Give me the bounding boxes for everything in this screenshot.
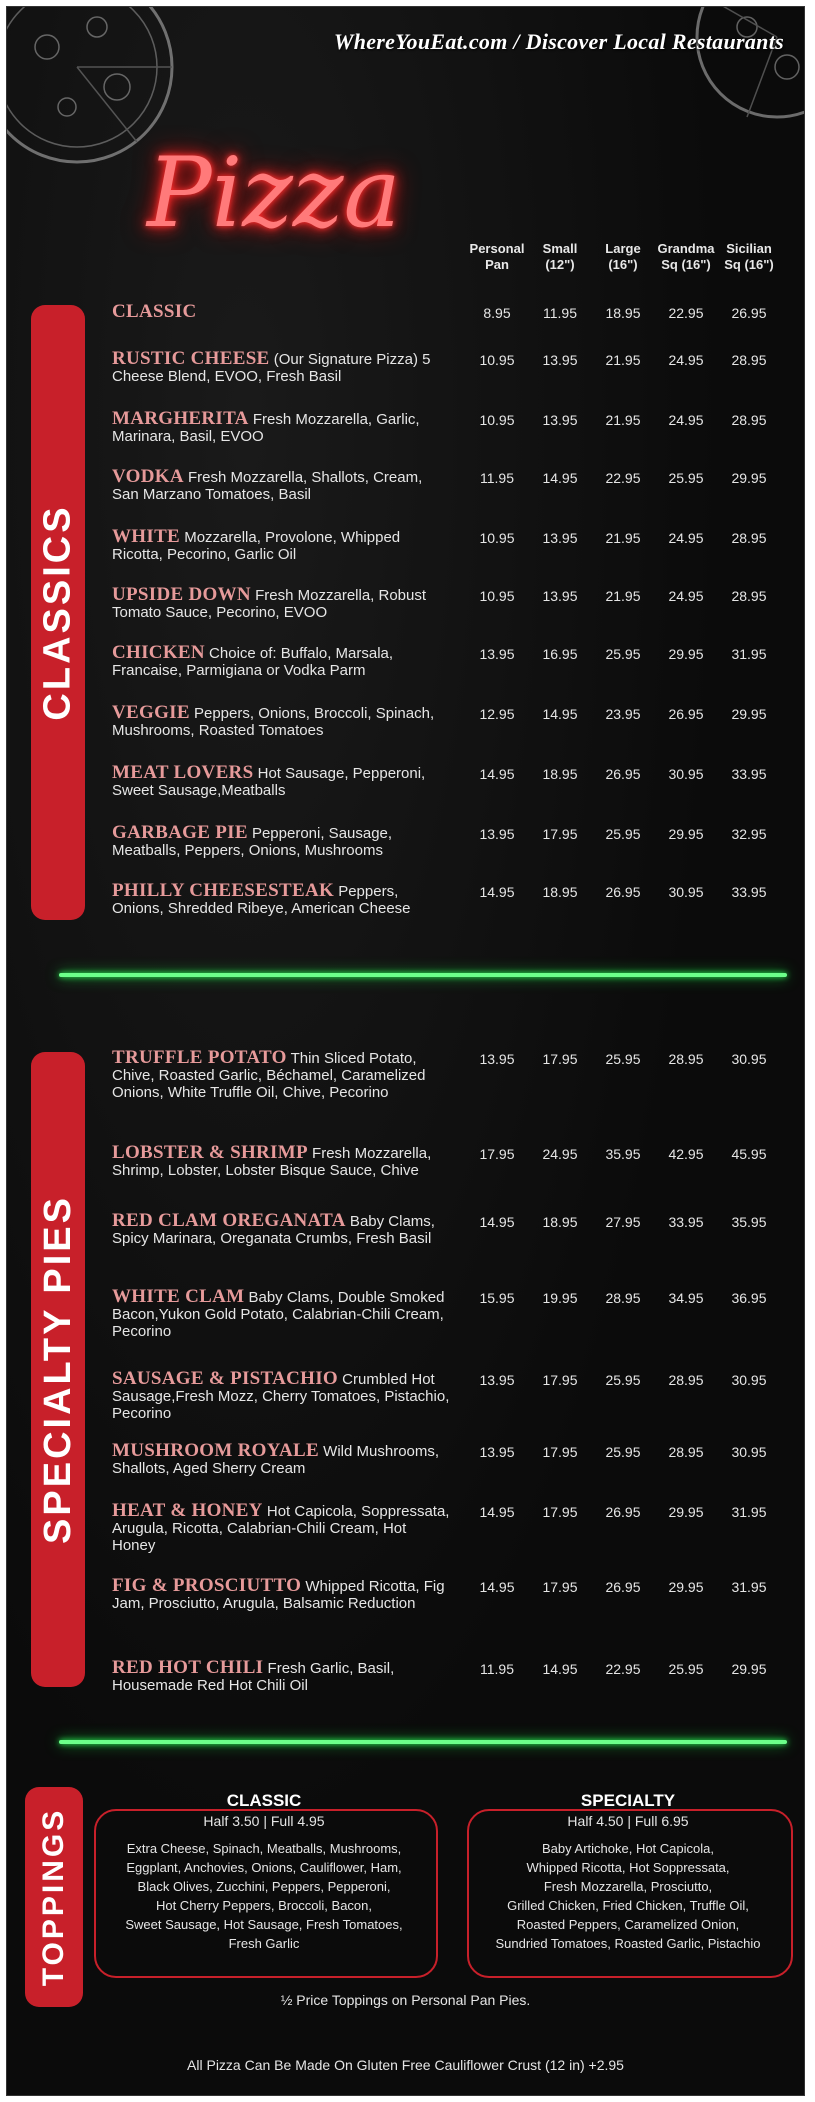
menu-item	[112, 350, 452, 385]
menu-item-price: 14.95	[479, 1579, 515, 1595]
menu-item-description: Pepperoni, Sausage, Meatballs, Peppers, Onions, Mushrooms	[112, 825, 393, 859]
menu-item-price: 30.95	[668, 884, 704, 900]
menu-item-price: 18.95	[542, 1214, 578, 1230]
price-column-header	[588, 241, 658, 273]
menu-item-name: WHITE	[112, 526, 181, 547]
menu-item-price: 17.95	[542, 1579, 578, 1595]
menu-item	[112, 410, 452, 445]
topping-line: Hot Cherry Peppers, Broccoli, Bacon,	[155, 1898, 373, 1913]
classic-toppings-price: Half 3.50 | Full 4.95	[203, 1813, 325, 1829]
menu-item-price: 21.95	[605, 352, 641, 368]
menu-item-price: 13.95	[542, 412, 578, 428]
menu-item-name: HEAT & HONEY	[112, 1500, 263, 1521]
column-header-line: Sq (16")	[724, 257, 774, 272]
menu-item-price: 28.95	[731, 530, 767, 546]
menu-item-price: 33.95	[731, 884, 767, 900]
topping-line: Roasted Peppers, Caramelized Onion,	[516, 1917, 740, 1932]
specialty-section-label: SPECIALTY PIES	[36, 1195, 79, 1544]
menu-item-price: 28.95	[668, 1372, 704, 1388]
menu-item-name: UPSIDE DOWN	[112, 584, 251, 605]
column-header-line: (12")	[545, 257, 575, 272]
menu-item-price: 26.95	[605, 1579, 641, 1595]
menu-item-price: 29.95	[731, 1661, 767, 1677]
menu-item	[112, 1577, 452, 1612]
menu-item-price: 24.95	[542, 1146, 578, 1162]
menu-item-price: 17.95	[542, 1372, 578, 1388]
menu-item-price: 13.95	[479, 1051, 515, 1067]
menu-item	[112, 704, 452, 739]
menu-item-price: 24.95	[668, 412, 704, 428]
menu-item-description: Hot Sausage, Pepperoni, Sweet Sausage,Meatballs	[112, 765, 426, 799]
menu-item-description: Fresh Mozzarella, Garlic, Marinara, Basil, EVOO	[112, 411, 420, 445]
topping-line: Baby Artichoke, Hot Capicola,	[542, 1841, 714, 1856]
menu-item-price: 22.95	[605, 470, 641, 486]
menu-item-price: 45.95	[731, 1146, 767, 1162]
menu-item-price: 24.95	[668, 530, 704, 546]
specialty-section-tab	[31, 1052, 85, 1687]
menu-item-price: 31.95	[731, 1579, 767, 1595]
menu-item-price: 13.95	[542, 588, 578, 604]
menu-item-description: Crumbled Hot Sausage,Fresh Mozz, Cherry Tomatoes, Pistachio, Pecorino	[112, 1371, 450, 1422]
menu-item-name: GARBAGE PIE	[112, 822, 248, 843]
menu-item-description: Thin Sliced Potato, Chive, Roasted Garlic, Béchamel, Caramelized Onions, White Truffle Oil, Chive, Pecorino	[112, 1050, 426, 1101]
menu-item-name: FIG & PROSCIUTTO	[112, 1575, 302, 1596]
menu-item-name: SAUSAGE & PISTACHIO	[112, 1368, 338, 1389]
menu-item-price: 12.95	[479, 706, 515, 722]
menu-item-price: 30.95	[731, 1051, 767, 1067]
menu-item-price: 29.95	[731, 706, 767, 722]
menu-item-price: 23.95	[605, 706, 641, 722]
menu-item-price: 29.95	[668, 646, 704, 662]
menu-item-price: 25.95	[605, 1372, 641, 1388]
column-header-line: Large	[605, 241, 641, 256]
menu-item-price: 16.95	[542, 646, 578, 662]
menu-item-price: 10.95	[479, 412, 515, 428]
menu-item	[112, 586, 452, 621]
menu-item-price: 8.95	[483, 305, 511, 321]
menu-item-description: Baby Clams, Double Smoked Bacon,Yukon Gold Potato, Calabrian-Chili Cream, Pecorino	[112, 1289, 445, 1340]
menu-item	[112, 1144, 452, 1179]
menu-item-price: 17.95	[542, 1504, 578, 1520]
menu-item-price: 29.95	[668, 826, 704, 842]
price-column-header	[462, 241, 532, 273]
menu-item-price: 15.95	[479, 1290, 515, 1306]
menu-item-price: 24.95	[668, 588, 704, 604]
specialty-toppings-price: Half 4.50 | Full 6.95	[567, 1813, 689, 1829]
menu-item-price: 17.95	[542, 826, 578, 842]
menu-item	[112, 1370, 452, 1422]
menu-item	[112, 528, 452, 563]
menu-item-price: 14.95	[542, 470, 578, 486]
personal-pan-note: ½ Price Toppings on Personal Pan Pies.	[280, 1992, 531, 2008]
menu-item-name: CHICKEN	[112, 642, 205, 663]
menu-item	[112, 1049, 452, 1101]
menu-item-price: 25.95	[668, 1661, 704, 1677]
menu-item-name: MEAT LOVERS	[112, 762, 254, 783]
price-column-header	[525, 241, 595, 273]
menu-item-price: 28.95	[731, 412, 767, 428]
menu-item-description: Wild Mushrooms, Shallots, Aged Sherry Cream	[112, 1443, 440, 1477]
menu-item-price: 26.95	[605, 766, 641, 782]
menu-item-price: 13.95	[479, 1372, 515, 1388]
menu-item	[112, 468, 452, 503]
menu-item-price: 30.95	[668, 766, 704, 782]
menu-item-price: 31.95	[731, 646, 767, 662]
menu-item-name: VEGGIE	[112, 702, 190, 723]
menu-item-price: 11.95	[480, 1661, 514, 1677]
topping-line: Whipped Ricotta, Hot Soppressata,	[526, 1860, 730, 1875]
price-column-header	[651, 241, 721, 273]
menu-item-name: CLASSIC	[112, 301, 197, 322]
menu-item-description: Fresh Garlic, Basil, Housemade Red Hot Chili Oil	[112, 1660, 395, 1694]
menu-item-price: 21.95	[605, 412, 641, 428]
menu-item-price: 17.95	[479, 1146, 515, 1162]
menu-item-description: Fresh Mozzarella, Shrimp, Lobster, Lobster Bisque Sauce, Chive	[112, 1145, 432, 1179]
menu-item-price: 21.95	[605, 530, 641, 546]
topping-line: Fresh Mozzarella, Prosciutto,	[543, 1879, 713, 1894]
classics-section-tab	[31, 305, 85, 920]
menu-item-description: Choice of: Buffalo, Marsala, Francaise, Parmigiana or Vodka Parm	[112, 645, 394, 679]
menu-item-name: LOBSTER & SHRIMP	[112, 1142, 308, 1163]
menu-item-price: 19.95	[542, 1290, 578, 1306]
menu-item	[112, 303, 452, 321]
menu-item-price: 25.95	[605, 1444, 641, 1460]
menu-item-price: 25.95	[668, 470, 704, 486]
menu-item-name: PHILLY CHEESESTEAK	[112, 880, 335, 901]
classic-toppings-title: CLASSIC	[226, 1791, 302, 1810]
topping-line: Extra Cheese, Spinach, Meatballs, Mushrooms,	[126, 1841, 402, 1856]
toppings-section-label: TOPPINGS	[37, 1807, 71, 1987]
menu-item-description: Baby Clams, Spicy Marinara, Oreganata Crumbs, Fresh Basil	[112, 1213, 435, 1247]
menu-item-price: 28.95	[668, 1051, 704, 1067]
topping-line: Sweet Sausage, Hot Sausage, Fresh Tomatoes,	[125, 1917, 403, 1932]
menu-item-price: 28.95	[605, 1290, 641, 1306]
pizza-sketch-right-icon	[687, 6, 805, 127]
topping-line: Grilled Chicken, Fried Chicken, Truffle Oil,	[507, 1898, 749, 1913]
column-header-line: Sq (16")	[661, 257, 711, 272]
specialty-toppings-title: SPECIALTY	[580, 1791, 676, 1810]
menu-item-price: 13.95	[479, 646, 515, 662]
menu-item-price: 28.95	[668, 1444, 704, 1460]
menu-item-price: 32.95	[731, 826, 767, 842]
menu-item-price: 25.95	[605, 646, 641, 662]
menu-item-description: Peppers, Onions, Broccoli, Spinach, Mushrooms, Roasted Tomatoes	[112, 705, 435, 739]
column-header-line: (16")	[608, 257, 638, 272]
menu-item-price: 11.95	[543, 305, 577, 321]
toppings-section-tab	[25, 1787, 83, 2007]
menu-item-price: 14.95	[479, 766, 515, 782]
menu-item-price: 17.95	[542, 1444, 578, 1460]
menu-item-price: 22.95	[668, 305, 704, 321]
classics-section-label: CLASSICS	[36, 504, 79, 721]
menu-item-price: 26.95	[605, 1504, 641, 1520]
column-header-line: Pan	[485, 257, 509, 272]
menu-item-price: 35.95	[605, 1146, 641, 1162]
menu-item-price: 34.95	[668, 1290, 704, 1306]
menu-item-price: 14.95	[479, 1504, 515, 1520]
topping-line: Fresh Garlic	[228, 1936, 300, 1951]
divider-neon-top	[59, 973, 787, 977]
page-title: Pizza	[147, 137, 401, 249]
menu-item-price: 14.95	[542, 706, 578, 722]
menu-item-name: MARGHERITA	[112, 408, 249, 429]
menu-item-price: 10.95	[479, 588, 515, 604]
menu-item-price: 17.95	[542, 1051, 578, 1067]
menu-item-price: 36.95	[731, 1290, 767, 1306]
menu-item-price: 22.95	[605, 1661, 641, 1677]
menu-item-description: Fresh Mozzarella, Robust Tomato Sauce, Pecorino, EVOO	[112, 587, 427, 621]
menu-item-description: (Our Signature Pizza) 5 Cheese Blend, EVOO, Fresh Basil	[112, 351, 431, 385]
menu-item-description: Peppers, Onions, Shredded Ribeye, American Cheese	[112, 883, 411, 917]
menu-item-name: RUSTIC CHEESE	[112, 348, 270, 369]
menu-item-price: 24.95	[668, 352, 704, 368]
site-watermark: WhereYouEat.com / Discover Local Restaurants	[333, 29, 784, 54]
menu-item-price: 30.95	[731, 1444, 767, 1460]
menu-item-price: 29.95	[731, 470, 767, 486]
menu-item-price: 28.95	[731, 588, 767, 604]
menu-item-price: 13.95	[542, 352, 578, 368]
menu-item-description: Hot Capicola, Soppressata, Arugula, Ricotta, Calabrian-Chili Cream, Hot Honey	[112, 1503, 450, 1554]
menu-item-price: 18.95	[542, 766, 578, 782]
menu-item-price: 11.95	[480, 470, 514, 486]
menu-item-price: 26.95	[605, 884, 641, 900]
menu-item	[112, 1288, 452, 1340]
menu-item-name: MUSHROOM ROYALE	[112, 1440, 320, 1461]
column-header-line: Grandma	[657, 241, 715, 256]
topping-line: Sundried Tomatoes, Roasted Garlic, Pistachio	[495, 1936, 761, 1951]
column-header-line: Sicilian	[726, 241, 772, 256]
classic-toppings-list	[94, 1839, 434, 1953]
menu-item-price: 42.95	[668, 1146, 704, 1162]
menu-item-price: 13.95	[542, 530, 578, 546]
menu-item-price: 10.95	[479, 530, 515, 546]
price-column-header	[714, 241, 784, 273]
menu-item-price: 21.95	[605, 588, 641, 604]
menu-item-price: 18.95	[542, 884, 578, 900]
menu-item-price: 25.95	[605, 1051, 641, 1067]
menu-item	[112, 764, 452, 799]
menu-item-price: 26.95	[668, 706, 704, 722]
menu-item-price: 14.95	[479, 884, 515, 900]
menu-item-price: 30.95	[731, 1372, 767, 1388]
menu-item-price: 14.95	[542, 1661, 578, 1677]
divider-neon-bottom	[59, 1740, 787, 1744]
menu-item-price: 28.95	[731, 352, 767, 368]
menu-item-name: WHITE CLAM	[112, 1286, 245, 1307]
menu-item	[112, 644, 452, 679]
menu-item-description: Fresh Mozzarella, Shallots, Cream, San Marzano Tomatoes, Basil	[112, 469, 423, 503]
menu-item-description: Whipped Ricotta, Fig Jam, Prosciutto, Arugula, Balsamic Reduction	[112, 1578, 445, 1612]
menu-item-price: 29.95	[668, 1579, 704, 1595]
menu-item-price: 10.95	[479, 352, 515, 368]
specialty-toppings-list	[467, 1839, 789, 1953]
menu-item-description: Mozzarella, Provolone, Whipped Ricotta, Pecorino, Garlic Oil	[112, 529, 401, 563]
gluten-free-note: All Pizza Can Be Made On Gluten Free Cauliflower Crust (12 in) +2.95	[187, 2057, 624, 2073]
menu-item-price: 26.95	[731, 305, 767, 321]
topping-line: Eggplant, Anchovies, Onions, Cauliflower, Ham,	[126, 1860, 402, 1875]
menu-item-price: 33.95	[668, 1214, 704, 1230]
menu-item-price: 33.95	[731, 766, 767, 782]
menu-item-price: 13.95	[479, 826, 515, 842]
menu-item-name: TRUFFLE POTATO	[112, 1047, 287, 1068]
menu-item	[112, 1442, 452, 1477]
menu-item-price: 27.95	[605, 1214, 641, 1230]
menu-item-price: 25.95	[605, 826, 641, 842]
menu-item-price: 31.95	[731, 1504, 767, 1520]
column-header-line: Small	[542, 241, 578, 256]
topping-line: Black Olives, Zucchini, Peppers, Pepperoni,	[137, 1879, 391, 1894]
menu-item-name: VODKA	[112, 466, 184, 487]
menu-item-price: 29.95	[668, 1504, 704, 1520]
menu-item-name: RED HOT CHILI	[112, 1657, 264, 1678]
column-header-line: Personal	[469, 241, 525, 256]
menu-item	[112, 824, 452, 859]
menu-item-price: 13.95	[479, 1444, 515, 1460]
menu-item	[112, 1502, 452, 1554]
menu-item	[112, 882, 452, 917]
menu-item-price: 35.95	[731, 1214, 767, 1230]
pizza-menu	[6, 6, 805, 2096]
menu-item-name: RED CLAM OREGANATA	[112, 1210, 346, 1231]
menu-item-price: 18.95	[605, 305, 641, 321]
menu-item	[112, 1659, 452, 1694]
menu-item-price: 14.95	[479, 1214, 515, 1230]
menu-item	[112, 1212, 452, 1247]
